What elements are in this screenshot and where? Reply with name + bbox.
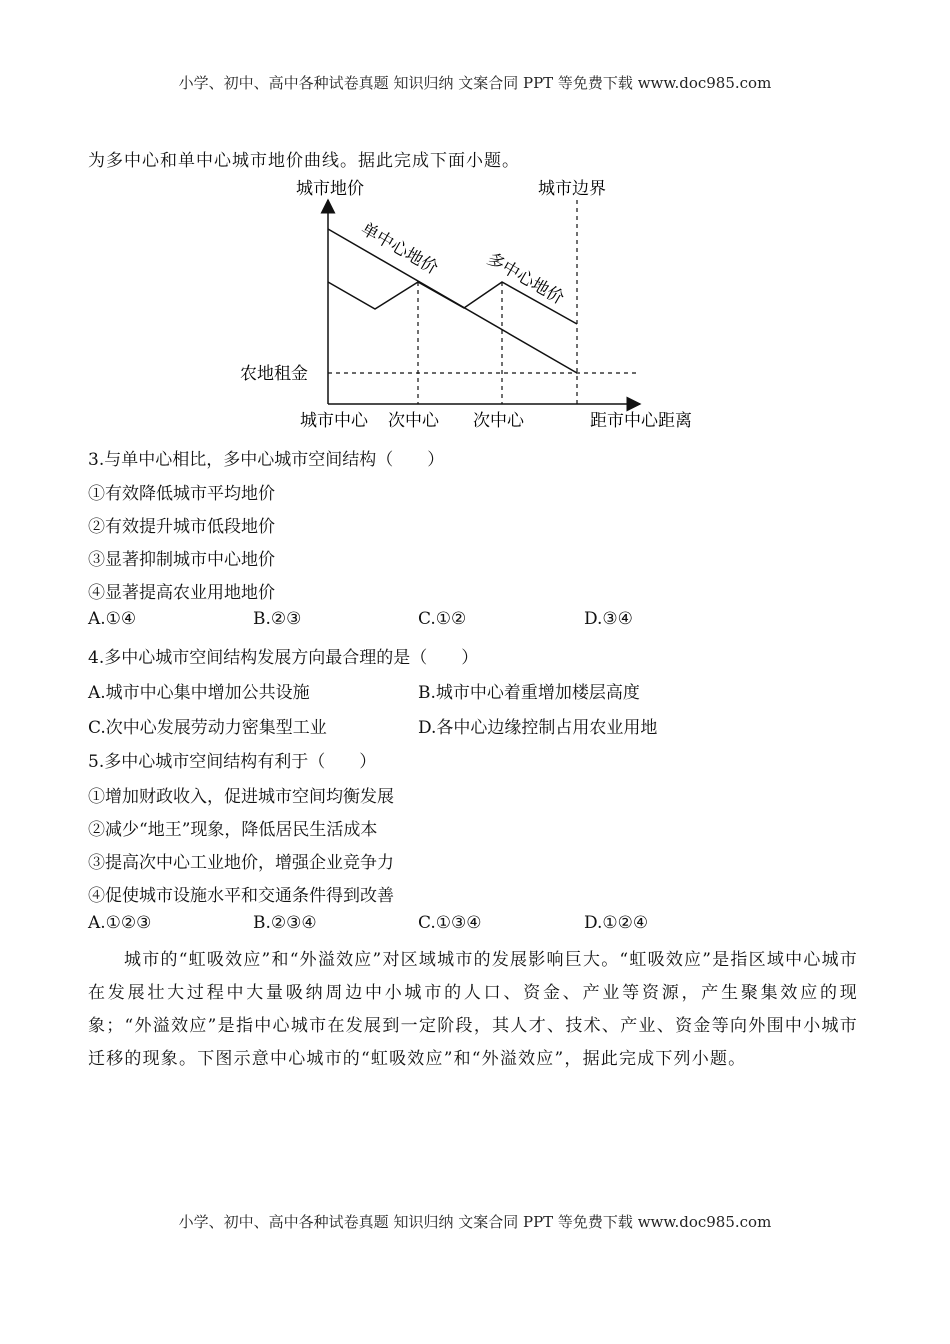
q3-option-a[interactable]: A.①④ bbox=[88, 609, 137, 629]
q5-item-4: ④促使城市设施水平和交通条件得到改善 bbox=[88, 886, 394, 906]
page-header: 小学、初中、高中各种试卷真题 知识归纳 文案合同 PPT 等免费下载 www.doc985.com bbox=[178, 74, 772, 92]
single-center-label: 单中心地价 bbox=[357, 219, 442, 279]
intro-text: 为多中心和单中心城市地价曲线。据此完成下面小题。 bbox=[88, 151, 520, 171]
q5-item-1: ①增加财政收入，促进城市空间均衡发展 bbox=[88, 787, 394, 807]
x-label-subcenter-1: 次中心 bbox=[388, 411, 439, 431]
q3-option-d[interactable]: D.③④ bbox=[584, 609, 633, 629]
q3-item-2: ②有效提升城市低段地价 bbox=[88, 517, 275, 537]
q3-item-4: ④显著提高农业用地地价 bbox=[88, 583, 275, 603]
multi-center-label: 多中心地价 bbox=[483, 249, 568, 309]
page-footer: 小学、初中、高中各种试卷真题 知识归纳 文案合同 PPT 等免费下载 www.doc985.com bbox=[178, 1213, 772, 1231]
q4-option-a[interactable]: A.城市中心集中增加公共设施 bbox=[88, 683, 310, 703]
q3-item-3: ③显著抑制城市中心地价 bbox=[88, 550, 275, 570]
passage-text: 城市的“虹吸效应”和“外溢效应”对区域城市的发展影响巨大。“虹吸效应”是指区域中心城市在发展壮大过程中大量吸纳周边中小城市的人口、资金、产业等资源，产生聚集效应的现象；“外溢效应”是指中心城市在发展到一定阶段，其人才、技术、产业、资金等向外围中小城市迁移的现象。下图示意中心城市的“虹吸效应”和“外溢效应”，据此完成下列小题。 bbox=[88, 950, 858, 1069]
q5-option-a[interactable]: A.①②③ bbox=[88, 913, 152, 933]
q5-option-d[interactable]: D.①②④ bbox=[584, 913, 649, 933]
q4-option-d[interactable]: D.各中心边缘控制占用农业用地 bbox=[418, 718, 658, 738]
q5-option-c[interactable]: C.①③④ bbox=[418, 913, 482, 933]
q5-stem: 5.多中心城市空间结构有利于（ ） bbox=[88, 752, 377, 772]
q5-item-2: ②减少“地王”现象，降低居民生活成本 bbox=[88, 820, 378, 840]
q3-item-1: ①有效降低城市平均地价 bbox=[88, 484, 275, 504]
x-label-subcenter-2: 次中心 bbox=[473, 411, 524, 431]
boundary-label: 城市边界 bbox=[538, 179, 606, 199]
land-price-diagram bbox=[230, 172, 730, 434]
farm-rent-label: 农地租金 bbox=[240, 364, 308, 384]
q3-option-c[interactable]: C.①② bbox=[418, 609, 467, 629]
q5-item-3: ③提高次中心工业地价，增强企业竞争力 bbox=[88, 853, 394, 873]
passage bbox=[88, 944, 858, 1076]
q5-option-b[interactable]: B.②③④ bbox=[253, 913, 317, 933]
x-label-city-center: 城市中心 bbox=[300, 411, 368, 431]
q4-option-c[interactable]: C.次中心发展劳动力密集型工业 bbox=[88, 718, 327, 738]
q4-stem: 4.多中心城市空间结构发展方向最合理的是（ ） bbox=[88, 648, 479, 668]
q4-option-b[interactable]: B.城市中心着重增加楼层高度 bbox=[418, 683, 640, 703]
x-axis-label: 距市中心距离 bbox=[590, 411, 692, 431]
q3-stem: 3.与单中心相比，多中心城市空间结构（ ） bbox=[88, 450, 445, 470]
q3-option-b[interactable]: B.②③ bbox=[253, 609, 302, 629]
y-axis-label: 城市地价 bbox=[296, 179, 364, 199]
